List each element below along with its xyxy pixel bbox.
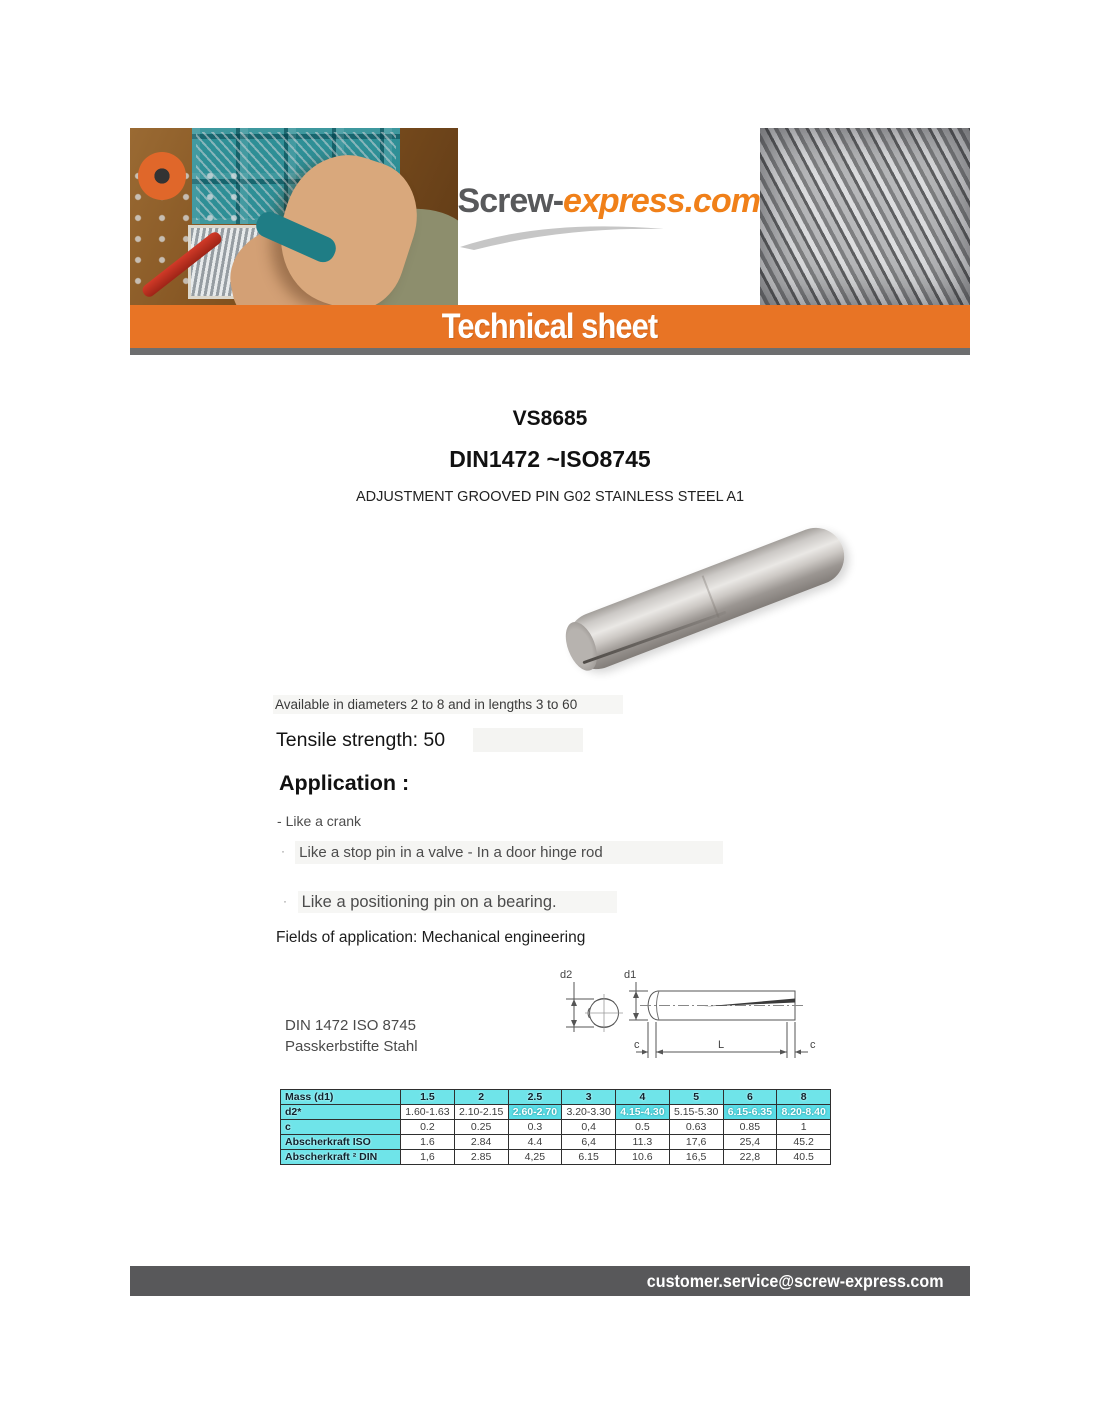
- spec-table-header-row: [281, 1090, 831, 1105]
- spec-cell: 45.2: [777, 1135, 831, 1150]
- scan-artifact: [473, 728, 583, 752]
- spec-cell: 6.15: [562, 1150, 616, 1165]
- application-item: · Like a stop pin in a valve - In a door hinge rod: [281, 844, 723, 861]
- spec-col-header: 2.5: [508, 1090, 562, 1105]
- spec-col-header: 3: [562, 1090, 616, 1105]
- spec-col-header: 2: [454, 1090, 508, 1105]
- spec-cell: 4.4: [508, 1135, 562, 1150]
- sheet-title: Technical sheet: [442, 306, 658, 346]
- spec-row-label: Abscherkraft ISO: [281, 1135, 401, 1150]
- product-standard: DIN1472 ~ISO8745: [449, 446, 651, 472]
- pin-groove: [582, 611, 726, 665]
- spec-cell: 4,25: [508, 1150, 562, 1165]
- spec-cell: 0.25: [454, 1120, 508, 1135]
- spec-cell: 5.15-5.30: [669, 1105, 723, 1120]
- spec-table-row: [281, 1150, 831, 1165]
- dim-label-L: L: [718, 1039, 725, 1051]
- spec-cell: 0.2: [401, 1120, 455, 1135]
- spec-cell: 0.85: [723, 1120, 777, 1135]
- application-item: · Like a positioning pin on a bearing.: [283, 893, 617, 912]
- spec-cell: 17,6: [669, 1135, 723, 1150]
- sheet-title-bar: [130, 305, 970, 348]
- product-code: VS8685: [512, 407, 588, 430]
- spec-cell: 0,4: [562, 1120, 616, 1135]
- application-item: - Like a crank: [277, 813, 362, 829]
- spec-cell: 11.3: [616, 1135, 670, 1150]
- spec-cell: 22,8: [723, 1150, 777, 1165]
- pin-end-face: [560, 618, 603, 675]
- application-heading: Application :: [279, 771, 410, 795]
- spec-row-label: c: [281, 1120, 401, 1135]
- spec-row-label: d2*: [281, 1105, 401, 1120]
- product-description: ADJUSTMENT GROOVED PIN G02 STAINLESS STEEL A1: [355, 489, 745, 505]
- spec-cell: 25,4: [723, 1135, 777, 1150]
- spec-cell: 0.63: [669, 1120, 723, 1135]
- spec-cell: 2.84: [454, 1135, 508, 1150]
- bullet: ·: [283, 894, 287, 908]
- spec-cell: 1.60-1.63: [401, 1105, 455, 1120]
- spec-table-row: [281, 1105, 831, 1120]
- tape-measure: [138, 152, 186, 200]
- bullet: -: [277, 813, 282, 829]
- dim-label-c-left: c: [634, 1039, 640, 1051]
- spec-cell: 16,5: [669, 1150, 723, 1165]
- spec-cell: 1: [777, 1120, 831, 1135]
- spec-col-label-header: Mass (d1): [281, 1090, 401, 1105]
- header-banner: [130, 128, 970, 305]
- pin-body: [559, 520, 852, 678]
- drawing-standard: DIN 1472 ISO 8745: [285, 1017, 416, 1034]
- logo-area: [458, 128, 760, 305]
- spec-cell: 8.20-8.40: [777, 1105, 831, 1120]
- spec-cell: 0.5: [616, 1120, 670, 1135]
- spec-cell: 4.15-4.30: [616, 1105, 670, 1120]
- fields-of-application: Fields of application: Mechanical engineering: [276, 929, 586, 946]
- pin-seam: [702, 575, 720, 618]
- spec-col-header: 1.5: [401, 1090, 455, 1105]
- spec-table-row: [281, 1120, 831, 1135]
- screws-pile-photo: [760, 128, 970, 305]
- logo-suffix: express.com: [563, 182, 760, 220]
- availability-note: Available in diameters 2 to 8 and in lengths 3 to 60: [273, 697, 623, 712]
- logo-swoosh-icon: [454, 225, 694, 251]
- spec-row-label: Abscherkraft ² DIN: [281, 1150, 401, 1165]
- divider-strip: [130, 348, 970, 355]
- spec-col-header: 4: [616, 1090, 670, 1105]
- spec-cell: 1.6: [401, 1135, 455, 1150]
- spec-table: [280, 1089, 831, 1165]
- spec-cell: 2.85: [454, 1150, 508, 1165]
- spec-table-body: [281, 1105, 831, 1165]
- technical-drawing: [552, 958, 844, 1064]
- drawing-standard-de: Passkerbstifte Stahl: [285, 1038, 418, 1055]
- footer-email: customer.service@screw-express.com: [647, 1270, 944, 1291]
- grooved-pin-photo: [548, 500, 868, 698]
- footer-bar: [130, 1266, 970, 1296]
- spec-cell: 1,6: [401, 1150, 455, 1165]
- spec-cell: 6,4: [562, 1135, 616, 1150]
- brand-logo: [458, 182, 760, 221]
- tensile-strength: Tensile strength: 50: [276, 729, 446, 751]
- bullet: ·: [281, 844, 285, 858]
- logo-prefix: Screw-: [457, 182, 564, 220]
- spec-cell: 3.20-3.30: [562, 1105, 616, 1120]
- drawing-caption: [285, 1015, 418, 1057]
- spec-table-row: [281, 1135, 831, 1150]
- spec-col-header: 5: [669, 1090, 723, 1105]
- spec-cell: 0.3: [508, 1120, 562, 1135]
- spec-cell: 10.6: [616, 1150, 670, 1165]
- spec-cell: 2.60-2.70: [508, 1105, 562, 1120]
- spec-col-header: 6: [723, 1090, 777, 1105]
- spec-cell: 6.15-6.35: [723, 1105, 777, 1120]
- dim-label-d1: d1: [624, 969, 637, 981]
- spec-cell: 40.5: [777, 1150, 831, 1165]
- workbench-photo: [130, 128, 458, 305]
- spec-col-header: 8: [777, 1090, 831, 1105]
- spec-table-wrap: [280, 1089, 831, 1165]
- dim-label-c-right: c: [810, 1039, 816, 1051]
- dim-label-d2: d2: [560, 969, 573, 981]
- spec-cell: 2.10-2.15: [454, 1105, 508, 1120]
